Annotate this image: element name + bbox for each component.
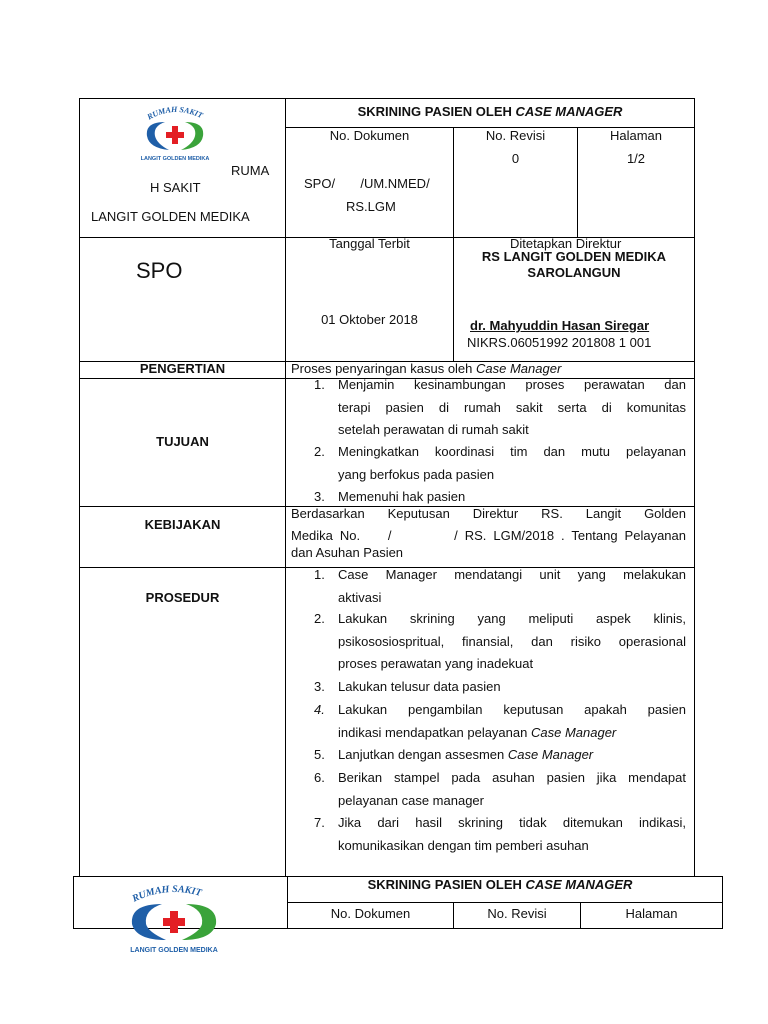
- page2-col-revisi-label: No. Revisi: [487, 906, 547, 921]
- list-number: 3.: [314, 679, 325, 694]
- kebijakan-label: KEBIJAKAN: [144, 517, 221, 532]
- dokumen-value-line1: SPO/ /UM.NMED/: [304, 176, 430, 191]
- org-name-line2: SAROLANGUN: [527, 265, 621, 280]
- hospital-name-line2: H SAKIT: [150, 180, 201, 195]
- org-name-line1: RS LANGIT GOLDEN MEDIKA: [481, 249, 667, 264]
- ditetapkan-label: Ditetapkan Direktur: [510, 236, 622, 251]
- halaman-value: 1/2: [626, 151, 646, 166]
- logo-cross-h: [163, 918, 185, 926]
- list-number: 5.: [314, 747, 325, 762]
- hospital-logo-page2: [120, 880, 228, 956]
- spo-label: SPO: [136, 258, 183, 283]
- list-number: 4.: [314, 702, 325, 717]
- list-number: 2.: [314, 611, 325, 626]
- logo-left-wing: [147, 122, 169, 150]
- list-number: 3.: [314, 489, 325, 504]
- list-number: 7.: [314, 815, 325, 830]
- page2-col-halaman-label: Halaman: [625, 906, 678, 921]
- tanggal-terbit-label: Tanggal Terbit: [329, 236, 410, 251]
- col-dokumen-label: No. Dokumen: [329, 128, 410, 143]
- logo-right-wing: [182, 904, 216, 940]
- director-nik: NIKRS.06051992 201808 1 001: [467, 335, 652, 350]
- logo-bottom-text: LANGIT GOLDEN MEDIKA: [140, 156, 210, 162]
- logo-arc-text: RUMAH SAKIT: [145, 104, 205, 122]
- hospital-logo: [135, 100, 215, 162]
- hospital-name-line1: RUMA: [231, 163, 270, 178]
- logo-bottom-text: LANGIT GOLDEN MEDIKA: [130, 947, 218, 954]
- pengertian-label: PENGERTIAN: [139, 361, 226, 376]
- tanggal-terbit-value: 01 Oktober 2018: [321, 312, 418, 327]
- list-number: 2.: [314, 444, 325, 459]
- list-number: 1.: [314, 567, 325, 582]
- hospital-name-line3: LANGIT GOLDEN MEDIKA: [91, 209, 250, 224]
- col-halaman-label: Halaman: [609, 128, 663, 143]
- list-number: 1.: [314, 377, 325, 392]
- tujuan-label: TUJUAN: [156, 434, 209, 449]
- list-number: 6.: [314, 770, 325, 785]
- document-title: SKRINING PASIEN OLEH CASE MANAGER: [357, 104, 623, 119]
- page2-col-dokumen-label: No. Dokumen: [330, 906, 411, 921]
- director-name: dr. Mahyuddin Hasan Siregar: [470, 318, 650, 333]
- pengertian-text: Proses penyaringan kasus oleh Case Manager: [291, 361, 562, 376]
- page2-document-title: SKRINING PASIEN OLEH CASE MANAGER: [367, 877, 633, 892]
- revisi-value: 0: [511, 151, 520, 166]
- dokumen-value-line2: RS.LGM: [346, 199, 396, 214]
- prosedur-label: PROSEDUR: [145, 590, 220, 605]
- logo-arc-text: RUMAH SAKIT: [130, 883, 203, 905]
- logo-left-wing: [132, 904, 166, 940]
- logo-cross-h: [166, 132, 184, 138]
- kebijakan-text: Berdasarkan Keputusan Direktur RS. Langit Golden Medika No. / / RS. LGM/2018 . Tentang Pelayanan dan Asuhan Pasien: [291, 506, 686, 560]
- col-revisi-label: No. Revisi: [485, 128, 546, 143]
- logo-right-wing: [181, 122, 203, 150]
